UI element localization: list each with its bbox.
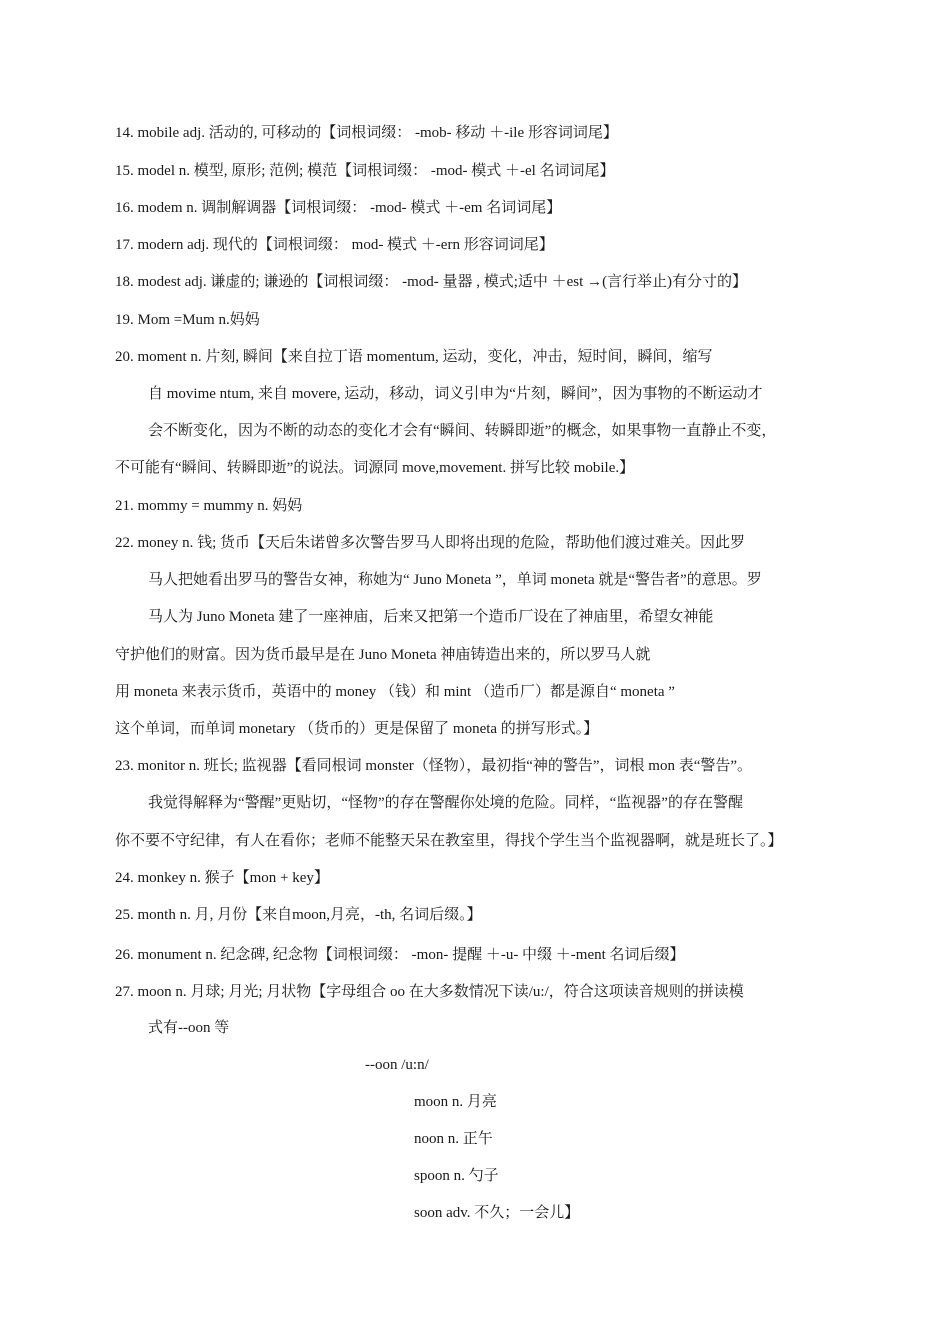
entry-27: 27. moon n. 月球; 月光; 月状物【字母组合 oo 在大多数情况下读/u:/，符合这项读音规则的拼读模: [115, 984, 744, 1000]
entry-17: 17. modern adj. 现代的【词根词缀： mod- 模式 ＋-ern 形容词词尾】: [115, 237, 554, 253]
entry-22: 22. money n. 钱; 货币【天后朱诺曾多次警告罗马人即将出现的危险，帮助他们渡过难关。因此罗: [115, 535, 745, 551]
entry-21: 21. mommy = mummy n. 妈妈: [115, 498, 303, 514]
pattern-word-spoon: spoon n. 勺子: [414, 1168, 499, 1184]
pattern-word-moon: moon n. 月亮: [414, 1094, 497, 1110]
entry-20: 20. moment n. 片刻, 瞬间【来自拉丁语 momentum, 运动，变化，冲击，短时间，瞬间，缩写: [115, 349, 713, 365]
entry-19: 19. Mom =Mum n.妈妈: [115, 312, 260, 328]
entry-15: 15. model n. 模型, 原形; 范例; 模范【词根词缀： -mod- 模式 ＋-el 名词词尾】: [115, 163, 615, 179]
entry-25: 25. month n. 月, 月份【来自moon,月亮，-th, 名词后缀。】: [115, 907, 482, 923]
entry-23-cont-1: 我觉得解释为“警醒”更贴切，“怪物”的存在警醒你处境的危险。同样，“监视器”的存在警醒: [148, 795, 743, 811]
entry-23-cont-2: 你不要不守纪律，有人在看你；老师不能整天呆在教室里，得找个学生当个监视器啊，就是班长了。】: [115, 833, 783, 849]
entry-14: 14. mobile adj. 活动的, 可移动的【词根词缀： -mob- 移动 ＋-ile 形容词词尾】: [115, 125, 618, 141]
entry-20-cont-3: 不可能有“瞬间、转瞬即逝”的说法。词源同 move,movement. 拼写比较 mobile.】: [115, 460, 635, 476]
pattern-word-noon: noon n. 正午: [414, 1131, 493, 1147]
entry-27-cont-1: 式有--oon 等: [148, 1020, 230, 1036]
entry-20-cont-2: 会不断变化，因为不断的动态的变化才会有“瞬间、转瞬即逝”的概念，如果事物一直静止不变，: [148, 423, 777, 439]
pattern-word-soon: soon adv. 不久；一会儿】: [414, 1205, 580, 1221]
entry-22-cont-1: 马人把她看出罗马的警告女神，称她为“ Juno Moneta ”，单词 moneta 就是“警告者”的意思。罗: [148, 572, 762, 588]
entry-26: 26. monument n. 纪念碑, 纪念物【词根词缀： -mon- 提醒 ＋-u- 中缀 ＋-ment 名词后缀】: [115, 947, 685, 963]
entry-22-cont-5: 这个单词，而单词 monetary （货币的）更是保留了 moneta 的拼写形式。】: [115, 721, 599, 737]
entry-22-cont-3: 守护他们的财富。因为货币最早是在 Juno Moneta 神庙铸造出来的，所以罗马人就: [115, 647, 651, 663]
pattern-heading: --oon /u:n/: [365, 1057, 429, 1073]
entry-23: 23. monitor n. 班长; 监视器【看同根词 monster（怪物），最初指“神的警告”，词根 mon 表“警告”。: [115, 758, 753, 774]
entry-22-cont-4: 用 moneta 来表示货币，英语中的 money （钱）和 mint （造币厂）都是源自“ moneta ”: [115, 684, 675, 700]
entry-20-cont-1: 自 movime ntum, 来自 movere, 运动，移动，词义引申为“片刻，瞬间”，因为事物的不断运动才: [148, 386, 763, 402]
entry-16: 16. modem n. 调制解调器【词根词缀： -mod- 模式 ＋-em 名词词尾】: [115, 200, 562, 216]
entry-24: 24. monkey n. 猴子【mon + key】: [115, 870, 329, 886]
entry-18: 18. modest adj. 谦虚的; 谦逊的【词根词缀： -mod- 量器 , 模式;适中 ＋est →(言行举止)有分寸的】: [115, 274, 748, 290]
entry-22-cont-2: 马人为 Juno Moneta 建了一座神庙，后来又把第一个造币厂设在了神庙里，希望女神能: [148, 609, 714, 625]
